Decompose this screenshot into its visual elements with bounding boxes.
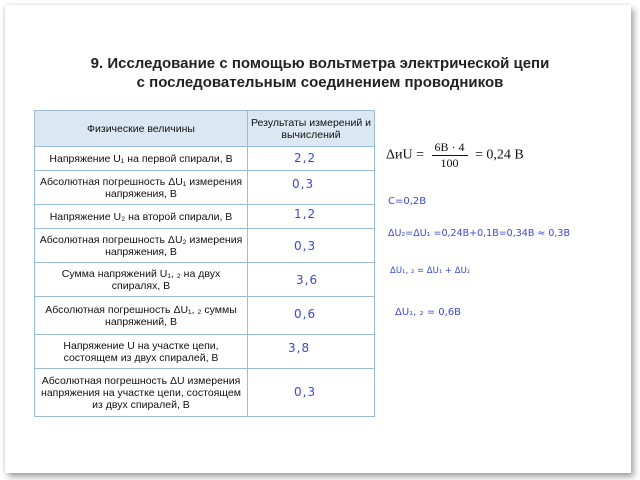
row-value-cell [248,263,375,297]
row-value-cell [248,147,375,171]
row-label: Напряжение U₁ на первой спирали, В [35,147,248,171]
row-value: 0,3 [294,385,317,399]
note-du12-formula: ΔU₁, ₂ = ΔU₁ + ΔU₂ [390,266,471,276]
row-label: Абсолютная погрешность ΔU измерения напряжения на участке цепи, состоящем из двух спиралей, В [35,369,248,417]
title-line-1: 9. Исследование с помощью вольтметра электрической цепи [90,55,550,72]
row-value: 0,3 [294,239,317,253]
table-row [35,147,375,171]
header-results: Результаты измерений и вычислений [248,111,375,147]
table-row [35,369,375,417]
formula-denominator: 100 [440,156,459,170]
row-value: 1,2 [294,207,317,221]
row-label: Абсолютная погрешность ΔU₁ измерения напряжения, В [35,171,248,205]
table-header-row [35,111,375,147]
row-value-cell [248,205,375,229]
row-value-cell [248,297,375,335]
row-value-cell [248,335,375,369]
formula-lhs: ΔиU = [386,147,425,163]
page-title [20,54,620,92]
note-du12-value: ΔU₁, ₂ = 0,6В [395,307,462,318]
row-value-cell [248,171,375,205]
table-row [35,335,375,369]
formula-rhs: = 0,24 В [475,147,524,163]
table-row [35,171,375,205]
row-value-cell [248,229,375,263]
row-value: 3,6 [296,273,319,287]
note-du2: ΔU₂=ΔU₁ =0,24В+0,1В=0,34В ≈ 0,3В [388,228,570,239]
row-value: 2,2 [294,151,317,165]
row-label: Абсолютная погрешность ΔU₂ измерения напряжения, В [35,229,248,263]
formula-fraction [432,140,468,171]
row-value: 3,8 [288,341,311,355]
row-label: Абсолютная погрешность ΔU₁, ₂ суммы напряжений, В [35,297,248,335]
table-row [35,263,375,297]
row-value-cell [248,369,375,417]
table-row [35,205,375,229]
title-line-2: с последовательным соединением проводников [136,74,504,91]
note-c: C=0,2В [388,196,427,207]
row-label: Напряжение U₂ на второй спирали, В [35,205,248,229]
table-row [35,229,375,263]
table-row [35,297,375,335]
header-physical-quantities: Физические величины [35,111,248,147]
formula-numerator: 6В · 4 [432,140,468,156]
measurement-table [34,110,375,417]
row-label: Сумма напряжений U₁, ₂ на двух спиралях, В [35,263,248,297]
error-formula [386,140,524,171]
row-value: 0,3 [292,177,315,191]
row-label: Напряжение U на участке цепи, состоящем из двух спиралей, В [35,335,248,369]
row-value: 0,6 [294,307,317,321]
